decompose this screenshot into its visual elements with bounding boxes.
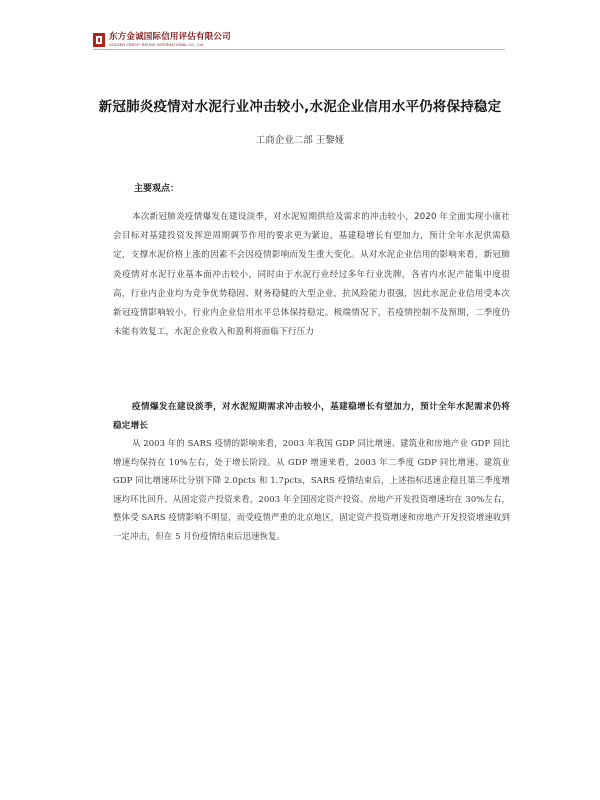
company-name bbox=[109, 33, 231, 47]
document-author: 工商企业二部 王黎娅 bbox=[255, 135, 345, 146]
company-logo-icon bbox=[93, 33, 105, 47]
key-points-heading: 主要观点： bbox=[134, 184, 180, 194]
company-logo bbox=[93, 33, 231, 47]
summary-paragraph: 本次新冠肺炎疫情爆发在建设淡季，对水泥短期供给及需求的冲击较小，2020 年全面实现小康社会目标对基建投资发挥逆周期调节作用的要求更为紧迫，基建稳增长有望加力，预计全年水泥供需稳定，支撑水泥价格上涨的因素不会因疫情影响而发生重大变化。从对水泥企业信用的影响来看，新冠肺炎疫情对水泥行业基本面冲击较小，同时由于水泥行业经过多年行业洗牌，各省内水泥产能集中度很高，行业内企业均为竞争优势稳固、财务稳健的大型企业，抗风险能力很强，因此水泥企业信用受本次新冠疫情影响较小，行业内企业信用水平总体保持稳定。极端情况下，若疫情控制不及预期，二季度仍未能有效复工，水泥企业收入和盈利将面临下行压力 bbox=[113, 212, 510, 338]
body-paragraph: 从 2003 年的 SARS 疫情的影响来看，2003 年我国 GDP 同比增速、建筑业和房地产业 GDP 同比增速均保持在 10%左右，处于增长阶段。从 GDP 增速来看，2003 年二季度 GDP 同比增速、建筑业 GDP 同比增速环比分别下降 2.0pcts 和 1.7pcts，SARS 疫情结束后，上述指标迅速企稳且第三季度增速均环比回升。从固定资产投资来看，2003 年全国固定资产投资、房地产开发投资增速均在 30%左右，整体受 SARS 疫情影响不明显，而受疫情严重的北京地区，固定资产投资增速和房地产开发投资增速收到一定冲击，但在 5 月份疫情结束后迅速恢复。 bbox=[113, 438, 510, 541]
document-title: 新冠肺炎疫情对水泥行业冲击较小,水泥企业信用水平仍将保持稳定 bbox=[98, 99, 502, 115]
company-name-cn: 东方金诚国际信用评估有限公司 bbox=[109, 32, 231, 42]
company-name-en: GOLDEN CREDIT RATING INTERNATIONAL CO., Ltd. bbox=[109, 42, 205, 47]
section-heading: 疫情爆发在建设淡季，对水泥短期需求冲击较小，基建稳增长有望加力，预计全年水泥需求仍将稳定增长 bbox=[113, 402, 510, 431]
header-divider bbox=[93, 49, 505, 50]
